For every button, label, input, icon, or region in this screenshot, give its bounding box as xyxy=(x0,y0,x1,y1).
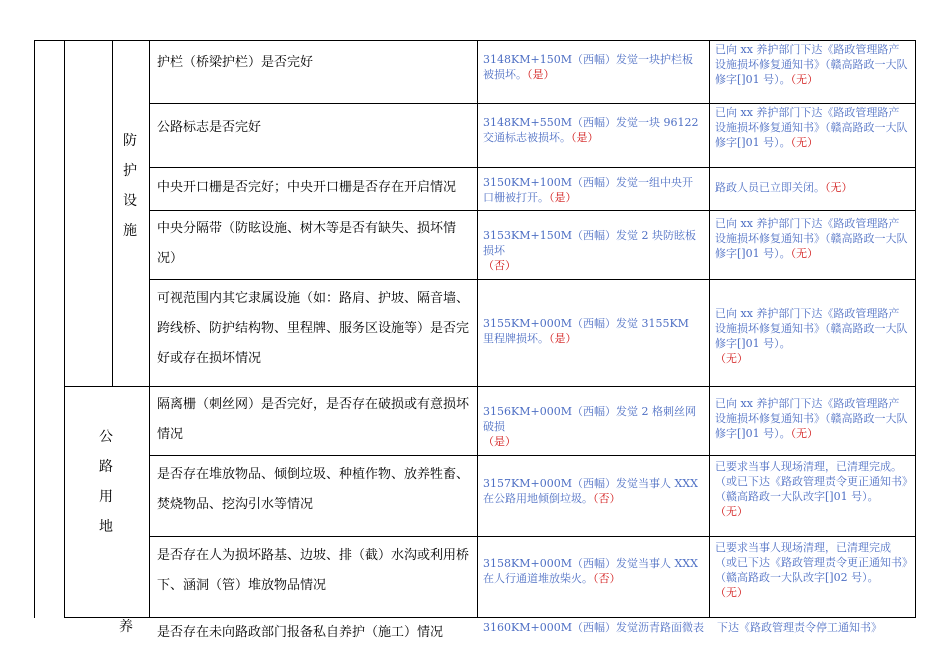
record-cell xyxy=(479,175,707,209)
action-tag: （无） xyxy=(825,181,853,194)
record-tag: （否） xyxy=(483,259,516,272)
record-text: 3148KM+150M（西幅）发觉一块护栏板被损坏。 xyxy=(483,53,693,81)
record-cell xyxy=(479,404,707,452)
action-cell xyxy=(711,216,913,278)
record-cell xyxy=(479,228,707,276)
record-text: 3155KM+000M（西幅）发觉 3155KM 里程牌损坏。 xyxy=(483,317,689,345)
question-cell: 隔离栅（刺丝网）是否完好，是否存在破损或有意损坏情况 xyxy=(157,397,470,442)
category-char: 护 xyxy=(123,163,137,179)
action-text: 已向 xx 养护部门下达《路政管理路产设施损坏修复通知书》（赣高路政一大队修字[]01 号）。 xyxy=(715,307,908,350)
category-char: 防 xyxy=(123,133,137,149)
action-cell xyxy=(713,620,923,638)
col-line-4 xyxy=(477,40,478,618)
category-char: 设 xyxy=(123,193,137,209)
col-line-1 xyxy=(64,40,65,618)
record-text: 3153KM+150M（西幅）发觉 2 块防眩板损坏 xyxy=(483,229,696,257)
record-tag: （是） xyxy=(549,191,577,204)
category-maintenance: 养 xyxy=(119,619,133,635)
row-sep xyxy=(64,386,916,387)
action-cell xyxy=(711,180,913,200)
record-tag: （是） xyxy=(483,435,516,448)
record-cell xyxy=(479,556,707,590)
row-sep xyxy=(149,455,916,456)
category-char: 施 xyxy=(123,223,137,239)
row-sep xyxy=(149,167,916,168)
action-text: 已要求当事人现场清理，已清理完成（或已下达《路政管理责令更正通知书》（赣高路政一大队改字[]02 号）。 xyxy=(715,541,908,584)
record-tag: （是） xyxy=(549,332,577,345)
action-tag: （无） xyxy=(790,247,819,260)
record-cell xyxy=(479,316,707,350)
question-cell: 护栏（桥梁护栏）是否完好 xyxy=(157,55,314,70)
record-tag: （否） xyxy=(593,492,621,505)
action-text: 已向 xx 养护部门下达《路政管理路产设施损坏修复通知书》（赣高路政一大队修字[]01 号）。 xyxy=(715,397,908,440)
category-char: 公 xyxy=(99,429,113,445)
question-cell: 中央开口栅是否完好；中央开口栅是否存在开启情况 xyxy=(157,180,457,195)
action-cell xyxy=(711,105,913,167)
question-cell: 可视范围内其它隶属设施（如：路肩、护坡、隔音墙、跨线桥、防护结构物、里程牌、服务区设施等）是否完好或存在损坏情况 xyxy=(157,291,470,366)
record-cell xyxy=(479,620,717,638)
record-text: 3157KM+000M（西幅）发觉当事人 XXX 在公路用地倾倒垃圾。 xyxy=(483,477,698,505)
category-char: 用 xyxy=(99,489,113,505)
action-cell xyxy=(711,459,913,536)
action-tag: （无） xyxy=(715,505,748,518)
row-sep xyxy=(149,279,916,280)
row-sep xyxy=(149,536,916,537)
action-text: 已向 xx 养护部门下达《路政管理路产设施损坏修复通知书》（赣高路政一大队修字[]01 号）。 xyxy=(715,43,908,86)
action-cell xyxy=(711,396,913,454)
category-char: 路 xyxy=(99,459,113,475)
question-cell: 是否存在人为损坏路基、边坡、排（截）水沟或利用桥下、涵洞（管）堆放物品情况 xyxy=(157,548,470,593)
row-sep xyxy=(149,103,916,104)
action-cell xyxy=(711,42,913,103)
action-cell xyxy=(711,540,913,617)
action-text: 已要求当事人现场清理，已清理完成。（或已下达《路政管理责令更正通知书》（赣高路政一大队改字[]01 号）。 xyxy=(715,460,908,503)
action-text: 已向 xx 养护部门下达《路政管理路产设施损坏修复通知书》（赣高路政一大队修字[]01 号）。 xyxy=(715,217,908,260)
record-tag: （是） xyxy=(527,68,555,81)
record-text: 3150KM+100M（西幅）发觉一组中央开口栅被打开。 xyxy=(483,176,693,204)
action-cell xyxy=(711,306,913,372)
action-text: 已向 xx 养护部门下达《路政管理路产设施损坏修复通知书》（赣高路政一大队修字[]01 号）。 xyxy=(715,106,908,149)
question-cell: 中央分隔带（防眩设施、树木等是否有缺失、损坏情况） xyxy=(157,221,457,266)
record-cell xyxy=(479,115,707,163)
record-text: 3158KM+000M（西幅）发觉当事人 XXX 在人行通道堆放柴火。 xyxy=(483,557,698,585)
action-tag: （无） xyxy=(790,136,819,149)
category-char: 地 xyxy=(99,519,113,535)
record-cell xyxy=(479,52,707,100)
question-cell: 是否存在未向路政部门报备私自养护（施工）情况 xyxy=(157,625,444,640)
action-tag: （无） xyxy=(715,586,748,599)
question-cell: 公路标志是否完好 xyxy=(157,120,262,135)
action-tag: （无） xyxy=(790,73,819,86)
record-cell xyxy=(479,476,707,510)
question-cell: 是否存在堆放物品、倾倒垃圾、种植作物、放养牲畜、焚烧物品、挖沟引水等情况 xyxy=(157,467,470,512)
action-tag: （无） xyxy=(790,427,819,440)
col-line-3 xyxy=(149,40,150,618)
record-text: 3148KM+550M（西幅）发觉一块 96122 交通标志被损坏。 xyxy=(483,116,699,144)
action-text: 路政人员已立即关闭。 xyxy=(715,181,825,194)
action-tag: （无） xyxy=(715,352,748,365)
record-tag: （是） xyxy=(571,131,599,144)
action-text: 下达《路政管理责令停工通知书》 xyxy=(717,621,882,634)
record-text: 3160KM+000M（西幅）发觉沥青路面微表 xyxy=(483,621,704,634)
record-text: 3156KM+000M（西幅）发觉 2 格刺丝网破损 xyxy=(483,405,696,433)
row-sep xyxy=(149,210,916,211)
record-tag: （否） xyxy=(593,572,621,585)
col-line-5 xyxy=(709,40,710,618)
col-line-2 xyxy=(112,40,113,386)
